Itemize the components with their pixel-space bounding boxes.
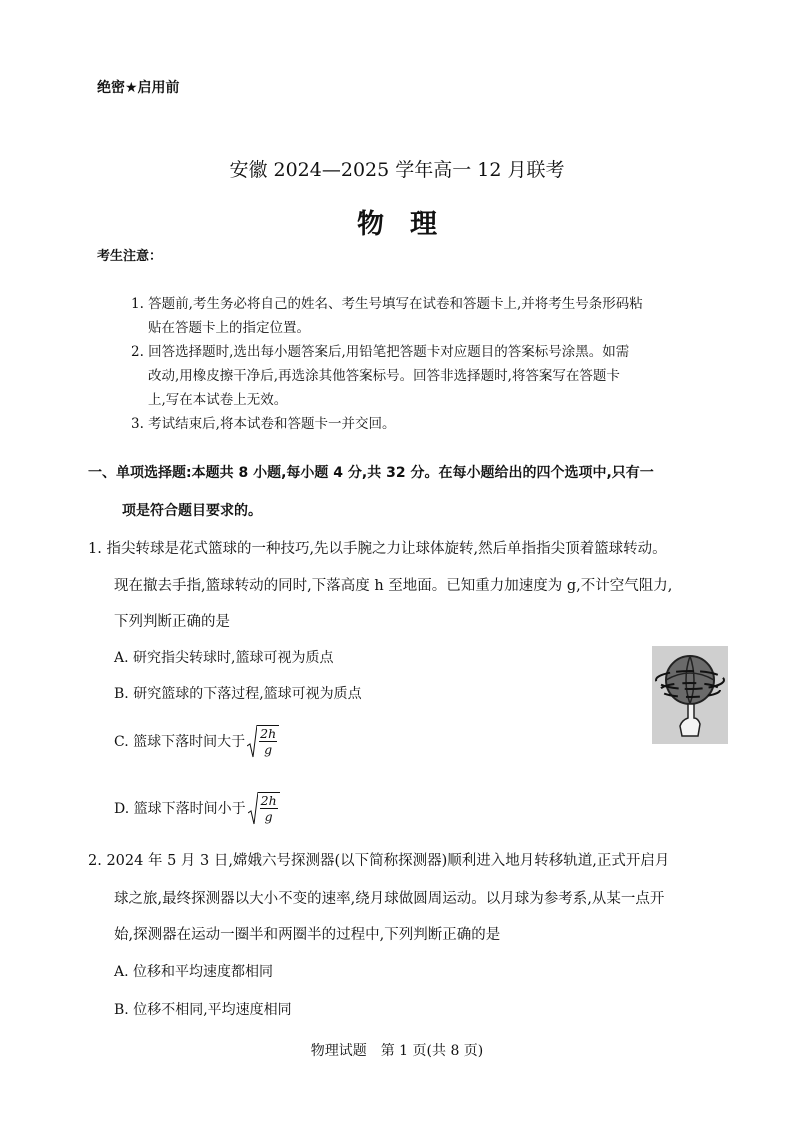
subject-title: 物理: [357, 209, 463, 240]
fraction-denominator: g: [264, 809, 273, 824]
notice-item-2-line1: 2. 回答选择题时,选出每小题答案后,用铅笔把答题卡对应题目的答案标号涂黑。如需: [131, 344, 630, 360]
page-footer: 物理试题 第 1 页(共 8 页): [310, 1043, 484, 1059]
notice-item-2-line3: 上,写在本试卷上无效。: [148, 392, 288, 408]
q2-option-a: A. 位移和平均速度都相同: [114, 964, 274, 980]
fraction-numerator: 2h: [260, 726, 277, 741]
sqrt-sign-icon: [248, 791, 258, 825]
fraction: [257, 725, 279, 757]
q2-stem-line2: 球之旅,最终探测器以大小不变的速率,绕月球做圆周运动。以月球为参考系,从某一点开: [114, 891, 665, 907]
exam-title: 安徽 2024—2025 学年高一 12 月联考: [229, 159, 565, 181]
q2-option-b: B. 位移不相同,平均速度相同: [114, 1002, 292, 1018]
q2-stem-line1: 2. 2024 年 5 月 3 日,嫦娥六号探测器(以下简称探测器)顺利进入地月转移轨道,正式开启月: [88, 853, 670, 869]
q1-option-d: [114, 791, 280, 825]
notice-item-1-line1: 1. 答题前,考生务必将自己的姓名、考生号填写在试卷和答题卡上,并将考生号条形码粘: [131, 296, 643, 312]
sqrt-sign-icon: [247, 724, 257, 758]
confidential-label: 绝密★启用前: [97, 80, 180, 96]
q1-stem-line2: 现在撤去手指,篮球转动的同时,下落高度 h 至地面。已知重力加速度为 g,不计空气阻力,: [114, 578, 673, 594]
fraction-numerator: 2h: [260, 793, 277, 808]
q1-option-b: B. 研究篮球的下落过程,篮球可视为质点: [114, 686, 362, 702]
q2-stem-line3: 始,探测器在运动一圈半和两圈半的过程中,下列判断正确的是: [114, 927, 501, 943]
notice-item-3-line1: 3. 考试结束后,将本试卷和答题卡一并交回。: [131, 416, 396, 432]
q1-stem-line3: 下列判断正确的是: [114, 614, 230, 630]
notice-item-2-line2: 改动,用橡皮擦干净后,再选涂其他答案标号。回答非选择题时,将答案写在答题卡: [148, 368, 620, 384]
section1-heading: 一、单项选择题:本题共 8 小题,每小题 4 分,共 32 分。在每小题给出的四个选项中,只有一: [88, 465, 654, 481]
section1-heading-cont: 项是符合题目要求的。: [122, 503, 262, 519]
fraction: [258, 792, 280, 824]
q1-option-c: [114, 724, 279, 758]
q1-option-d-text: D. 篮球下落时间小于: [114, 801, 246, 817]
notice-heading: 考生注意：: [97, 249, 163, 264]
q1-stem-line1: 1. 指尖转球是花式篮球的一种技巧,先以手腕之力让球体旋转,然后单指指尖顶着篮球转动。: [88, 541, 667, 557]
fraction-denominator: g: [264, 742, 273, 757]
sqrt-formula: [247, 724, 279, 758]
spinning-basketball-image: [652, 646, 728, 744]
q1-option-c-text: C. 篮球下落时间大于: [114, 734, 246, 750]
sqrt-formula: [248, 791, 280, 825]
q1-option-a: A. 研究指尖转球时,篮球可视为质点: [114, 650, 334, 666]
notice-item-1-line2: 贴在答题卡上的指定位置。: [148, 320, 310, 336]
